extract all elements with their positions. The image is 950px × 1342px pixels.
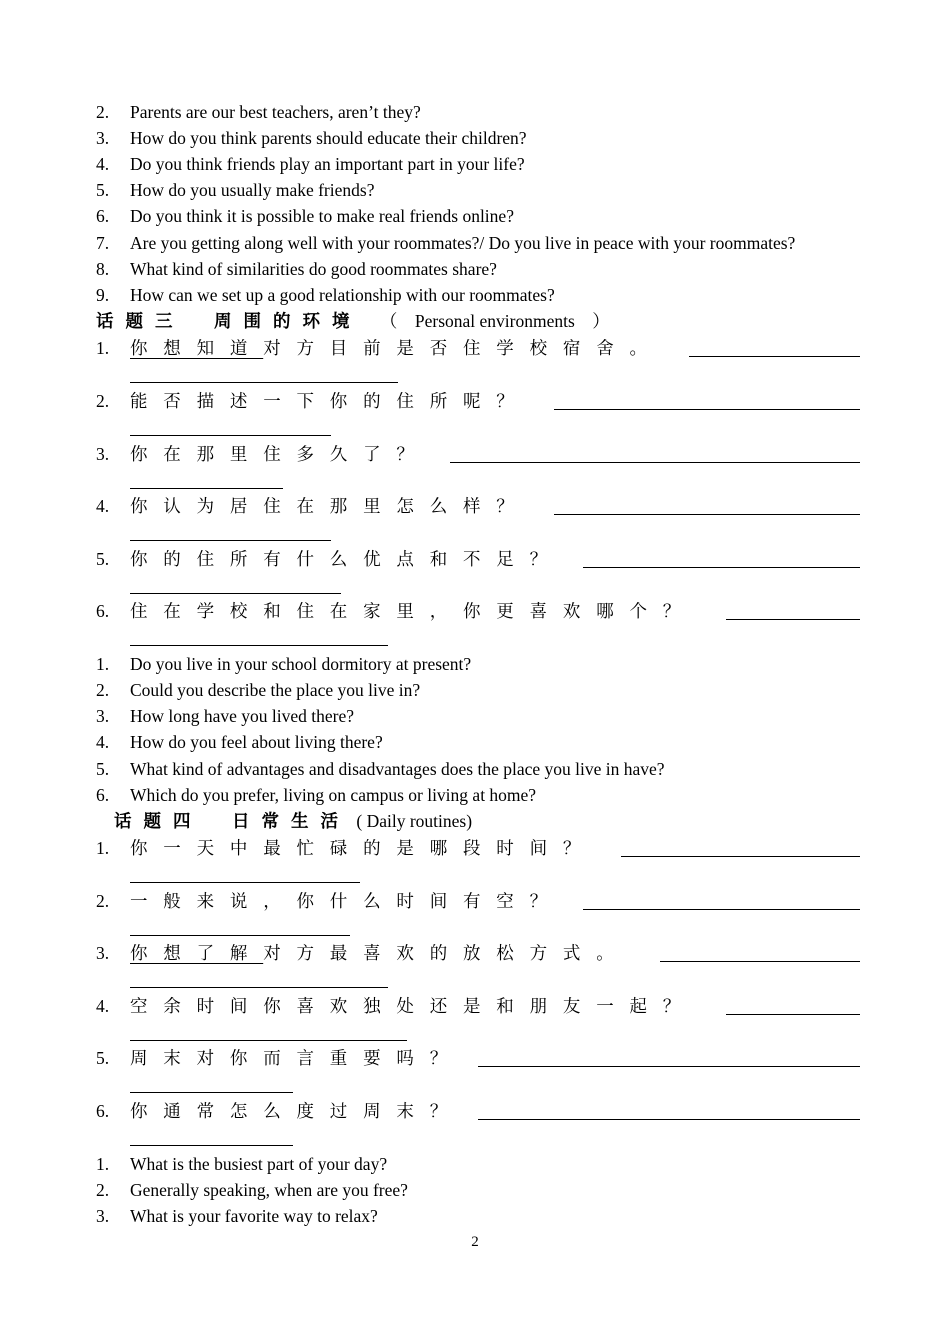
answer-blank[interactable] bbox=[583, 567, 860, 568]
answer-blank[interactable] bbox=[726, 619, 860, 620]
answer-blank[interactable] bbox=[478, 1066, 860, 1067]
answer-blank[interactable] bbox=[130, 935, 350, 936]
answer-blank[interactable] bbox=[130, 435, 331, 436]
answer-blank[interactable] bbox=[130, 987, 388, 988]
page-number: 2 bbox=[471, 1234, 479, 1250]
topic3-title-cn: 话题三 周围的环境 bbox=[96, 311, 362, 331]
answer-blank[interactable] bbox=[689, 356, 860, 357]
answer-blank[interactable] bbox=[726, 1014, 860, 1015]
answer-blank[interactable] bbox=[450, 462, 860, 463]
answer-blank[interactable] bbox=[130, 882, 360, 883]
answer-blank[interactable] bbox=[621, 856, 860, 857]
topic3-heading bbox=[96, 310, 610, 332]
topic4-heading bbox=[114, 810, 472, 832]
answer-blank[interactable] bbox=[130, 1040, 407, 1041]
answer-blank[interactable] bbox=[130, 593, 341, 594]
topic4-title-en: ( Daily routines) bbox=[356, 811, 473, 831]
answer-blank[interactable] bbox=[554, 514, 860, 515]
answer-blank[interactable] bbox=[478, 1119, 860, 1120]
answer-blank[interactable] bbox=[583, 909, 860, 910]
answer-blank[interactable] bbox=[130, 645, 388, 646]
answer-blank[interactable] bbox=[130, 1092, 293, 1093]
answer-blank[interactable] bbox=[554, 409, 860, 410]
answer-blank[interactable] bbox=[130, 488, 283, 489]
answer-blank[interactable] bbox=[130, 1145, 293, 1146]
answer-blank[interactable] bbox=[660, 961, 860, 962]
topic3-title-en: （ Personal environments ） bbox=[379, 311, 610, 331]
answer-blank[interactable] bbox=[130, 382, 398, 383]
answer-blank[interactable] bbox=[130, 540, 331, 541]
topic4-title-cn: 话题四 日常生活 bbox=[114, 811, 350, 831]
document-page: 2. Parents are our best teachers, aren’t they? 3. How do you think parents should educate their children? 4. Do you think friends play an important part in your life? 5. How do you usually make friends? 6. Do you think it is possible to make real friends online? 7. Are you getting along well with your roommates?/ Do you live in peace with your roommates? 8. What kind of similarities do good roommates share? 9. How can we set up a good relationship with our roommates? 话题三 周围的环境 （ Personal environments ） 1. 你想知道对方目前是否住学校宿舍。 2. 能否描述一下你的住所呢？ 3. 你在那里住多久了？ 4. 你认为居住在那里怎么样？ 5. 你的住所有什么优点和不足？ 6. 住在学校和住在家里，你更喜欢哪个？ 1. Do you live in your school dormitory at present? 2. Could you describe the place you live in? 3. How long have you lived there? 4. How do you feel about living there? 5. What kind of advantages and disadvantages does the place you live in have? 6. Which do you prefer, living on campus or living at home? 话题四 日常生活 ( Daily routines) 1. 你一天中最忙碌的是哪段时间？ 2. 一般来说，你什么时间有空？ 3. 你想了解对方最喜欢的放松方式。 4. 空余时间你喜欢独处还是和朋友一起？ 5. 周末对你而言重要吗？ 6. 你通常怎么度过周末？ 1. What is the busiest part of your day? 2. Generally speaking, when are you free? 3. What is your favorite way to relax? 2 bbox=[0, 0, 950, 1342]
